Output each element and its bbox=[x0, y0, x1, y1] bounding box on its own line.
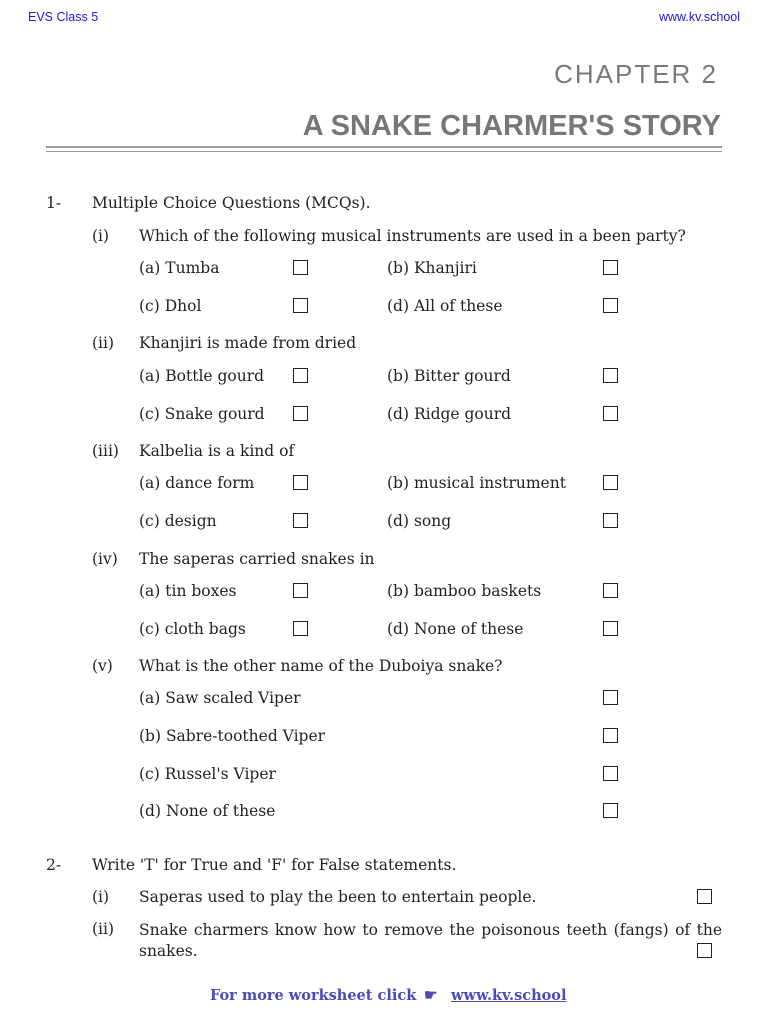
chapter-label: CHAPTER 2 bbox=[554, 59, 718, 89]
option-label: (a) tin boxes bbox=[139, 582, 237, 600]
option-label: (a) Bottle gourd bbox=[139, 367, 265, 385]
option-checkbox[interactable] bbox=[293, 621, 308, 636]
footer-website-link[interactable]: www.kv.school bbox=[451, 987, 567, 1004]
header-website-link[interactable]: www.kv.school bbox=[658, 10, 740, 24]
option-checkbox[interactable] bbox=[293, 406, 308, 421]
q2-number: 2- bbox=[46, 856, 62, 874]
q2-item-number: (ii) bbox=[92, 920, 115, 938]
option-checkbox[interactable] bbox=[603, 728, 618, 743]
option-checkbox[interactable] bbox=[603, 475, 618, 490]
option-label: (c) Dhol bbox=[139, 297, 202, 315]
option-label: (d) All of these bbox=[387, 297, 503, 315]
option-label: (b) Bitter gourd bbox=[387, 367, 511, 385]
option-checkbox[interactable] bbox=[603, 368, 618, 383]
q2-statement: Snake charmers know how to remove the poisonous teeth (fangs) of the snakes. bbox=[139, 921, 722, 960]
q1-heading: Multiple Choice Questions (MCQs). bbox=[92, 194, 371, 212]
q1-item-question: Khanjiri is made from dried bbox=[139, 334, 357, 352]
q2-item-number: (i) bbox=[92, 888, 110, 906]
option-label: (c) design bbox=[139, 512, 217, 530]
q1-item-number: (iii) bbox=[92, 442, 119, 460]
option-checkbox[interactable] bbox=[603, 583, 618, 598]
option-label: (a) Tumba bbox=[139, 259, 220, 277]
title-divider-thin bbox=[46, 151, 722, 152]
answer-box[interactable] bbox=[697, 943, 712, 958]
option-label: (a) Saw scaled Viper bbox=[139, 689, 301, 707]
option-checkbox[interactable] bbox=[603, 260, 618, 275]
option-label: (b) musical instrument bbox=[387, 474, 566, 492]
option-label: (c) Russel's Viper bbox=[139, 765, 276, 783]
option-label: (d) None of these bbox=[387, 620, 524, 638]
q2-heading: Write 'T' for True and 'F' for False statements. bbox=[92, 856, 457, 874]
option-label: (c) cloth bags bbox=[139, 620, 246, 638]
option-checkbox[interactable] bbox=[603, 513, 618, 528]
option-checkbox[interactable] bbox=[293, 475, 308, 490]
option-checkbox[interactable] bbox=[603, 298, 618, 313]
option-checkbox[interactable] bbox=[293, 583, 308, 598]
option-checkbox[interactable] bbox=[603, 690, 618, 705]
q1-item-question: Kalbelia is a kind of bbox=[139, 442, 295, 460]
footer-text: For more worksheet click bbox=[210, 987, 417, 1004]
option-checkbox[interactable] bbox=[293, 260, 308, 275]
option-checkbox[interactable] bbox=[603, 406, 618, 421]
q1-item-question: The saperas carried snakes in bbox=[139, 550, 375, 568]
option-label: (c) Snake gourd bbox=[139, 405, 265, 423]
q1-item-number: (v) bbox=[92, 657, 113, 675]
q1-item-number: (i) bbox=[92, 227, 110, 245]
title-divider bbox=[46, 146, 722, 148]
q1-item-question: What is the other name of the Duboiya snake? bbox=[139, 657, 503, 675]
option-checkbox[interactable] bbox=[293, 298, 308, 313]
page-title: A SNAKE CHARMER'S STORY bbox=[302, 110, 721, 142]
q1-item-question: Which of the following musical instruments are used in a been party? bbox=[139, 227, 686, 245]
option-label: (d) None of these bbox=[139, 802, 276, 820]
q1-item-number: (iv) bbox=[92, 550, 118, 568]
option-checkbox[interactable] bbox=[603, 621, 618, 636]
q1-number: 1- bbox=[46, 194, 62, 212]
option-checkbox[interactable] bbox=[603, 803, 618, 818]
option-label: (b) Khanjiri bbox=[387, 259, 477, 277]
pointing-hand-icon: ☛ bbox=[424, 986, 438, 1004]
header-subject: EVS Class 5 bbox=[28, 10, 99, 24]
q1-item-number: (ii) bbox=[92, 334, 115, 352]
q2-statement: Saperas used to play the been to entertain people. bbox=[139, 888, 537, 906]
option-checkbox[interactable] bbox=[293, 368, 308, 383]
option-label: (d) Ridge gourd bbox=[387, 405, 512, 423]
option-label: (a) dance form bbox=[139, 474, 255, 492]
option-label: (b) Sabre-toothed Viper bbox=[139, 727, 326, 745]
answer-box[interactable] bbox=[697, 889, 712, 904]
option-checkbox[interactable] bbox=[603, 766, 618, 781]
option-label: (b) bamboo baskets bbox=[387, 582, 542, 600]
option-checkbox[interactable] bbox=[293, 513, 308, 528]
option-label: (d) song bbox=[387, 512, 452, 530]
